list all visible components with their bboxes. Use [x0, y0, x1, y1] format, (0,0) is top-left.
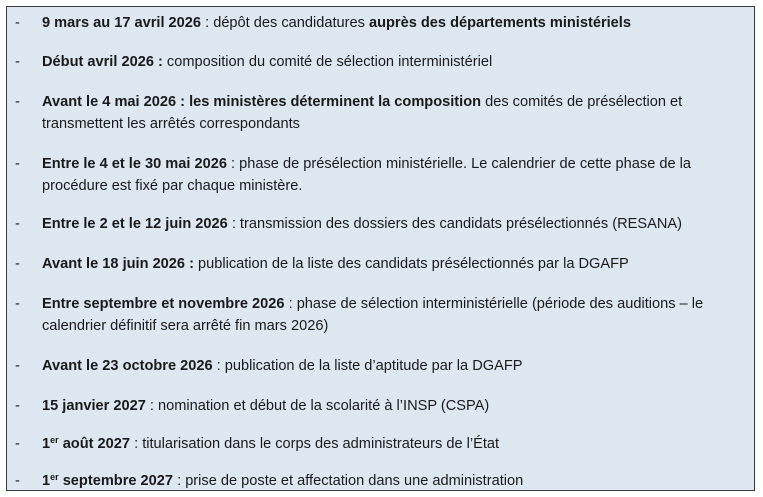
item-description-emphasis: auprès des départements ministériels — [368, 15, 631, 31]
bullet-dash: - — [15, 358, 20, 374]
item-text — [42, 433, 748, 455]
ordinal-superscript: er — [50, 472, 59, 482]
bullet-dash: - — [15, 398, 20, 414]
item-description: : nomination et début de la scolarité à l’INSP (CSPA) — [145, 398, 490, 414]
item-description: : phase de sélection interministérielle (période des auditions – le calendrier définitif sera arrêté fin mars 2026) — [42, 296, 704, 334]
bullet-dash: - — [15, 436, 20, 452]
item-date-day: 1 — [42, 473, 51, 489]
bullet-dash: - — [15, 256, 20, 272]
bullet-dash: - — [15, 94, 20, 110]
item-date-rest: septembre 2027 — [58, 473, 174, 489]
bullet-dash: - — [15, 54, 20, 70]
item-date: Avant le 4 mai 2026 : les ministères déterminent la composition — [42, 94, 482, 110]
item-text — [42, 293, 748, 337]
item-description: dépôt des candidatures — [213, 15, 369, 31]
item-description: : publication de la liste d’aptitude par la DGAFP — [212, 358, 523, 374]
timeline-box — [6, 6, 755, 491]
item-date-day: 1 — [42, 436, 51, 452]
item-description: publication de la liste des candidats présélectionnés par la DGAFP — [193, 256, 629, 272]
item-description: composition du comité de sélection interministériel — [162, 54, 493, 70]
bullet-dash: - — [15, 473, 20, 489]
item-date: Avant le 23 octobre 2026 — [42, 358, 213, 374]
item-text — [42, 355, 748, 377]
item-description: : phase de présélection ministérielle. Le calendrier de cette phase de la procédure est fixé par chaque ministère. — [42, 156, 692, 194]
bullet-dash: - — [15, 296, 20, 312]
item-text — [42, 153, 748, 197]
item-text — [42, 213, 748, 235]
item-date-rest: août 2027 — [58, 436, 131, 452]
item-date: Entre septembre et novembre 2026 — [42, 296, 285, 312]
item-description: : titularisation dans le corps des administrateurs de l’État — [130, 436, 500, 452]
item-description: : prise de poste et affectation dans une administration — [173, 473, 524, 489]
bullet-dash: - — [15, 216, 20, 232]
item-description: des comités de présélection et transmettent les arrêtés correspondants — [42, 94, 683, 132]
item-text — [42, 91, 748, 135]
bullet-dash: - — [15, 156, 20, 172]
item-text — [42, 470, 748, 492]
item-date — [42, 473, 173, 489]
item-date: 9 mars au 17 avril 2026 — [42, 15, 202, 31]
item-date: Avant le 18 juin 2026 : — [42, 256, 194, 272]
ordinal-superscript: er — [50, 435, 59, 445]
item-date: 15 janvier 2027 — [42, 398, 146, 414]
item-date: Entre le 2 et le 12 juin 2026 — [42, 216, 228, 232]
item-text — [42, 51, 748, 73]
item-text — [42, 253, 748, 275]
item-date: Entre le 4 et le 30 mai 2026 — [42, 156, 227, 172]
item-text — [42, 395, 748, 417]
bullet-dash: - — [15, 15, 20, 31]
item-date: Début avril 2026 : — [42, 54, 163, 70]
item-separator: : — [201, 15, 214, 31]
item-text — [42, 12, 748, 34]
item-description: : transmission des dossiers des candidats présélectionnés (RESANA) — [227, 216, 682, 232]
item-date — [42, 436, 130, 452]
